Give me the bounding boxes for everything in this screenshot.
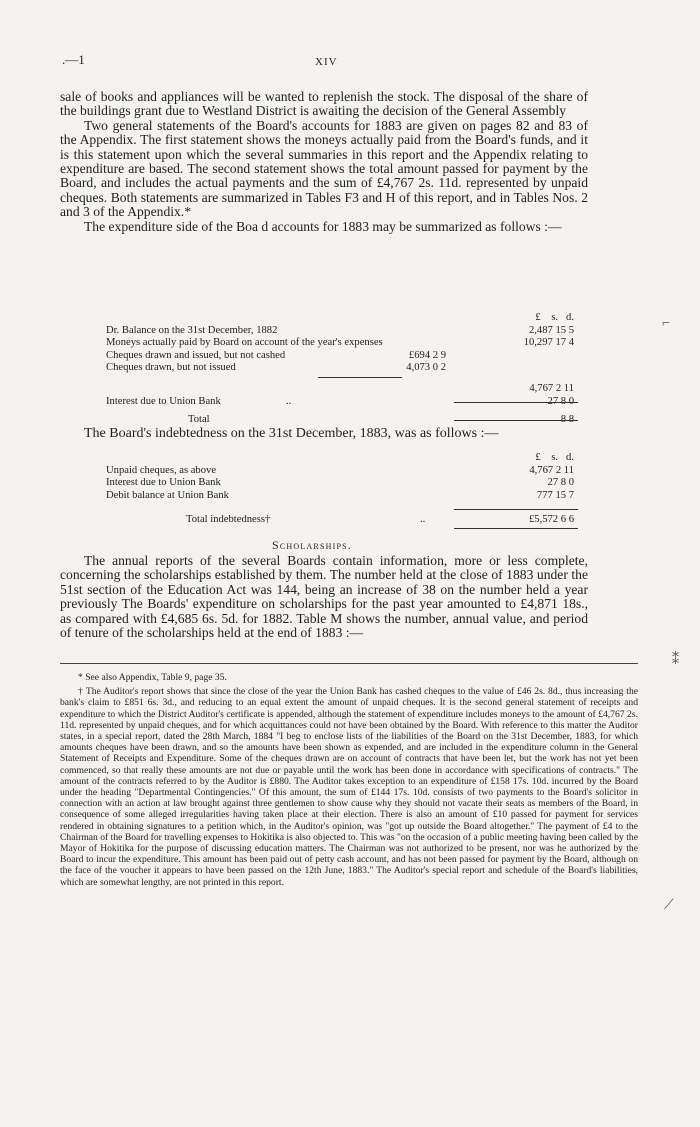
margin-mark: ⟋: [664, 898, 674, 913]
page-marker: .—1: [62, 52, 85, 67]
table-row: 4,767 2 11: [529, 382, 574, 394]
indebtedness-paragraph: The Board's indebtedness on the 31st December, 1883, was as follows :—: [84, 426, 499, 441]
indebt-rule-top: [454, 509, 578, 510]
table-row: Dr. Balance on the 31st December, 1882 2,487 15 5: [106, 324, 574, 336]
margin-mark: ⁑: [672, 653, 679, 668]
margin-mark: ⌐: [662, 316, 670, 331]
footnote-divider: [60, 663, 638, 664]
expenditure-table: [106, 312, 576, 427]
footnote-2: † The Auditor's report shows that since the close of the year the Union Bank has cashed cheques to the value of £46 2s. 8d., thus increasing the bank's claim to £851 6s. 3d., and reducing to an equal extent the amount of unpaid cheques. It is the second general statement of receipts and expenditure to which the District Auditor's certificate is appended, although the statement of expenditure includes moneys to the amount of £4,767 2s. 11d. represented by unpaid cheques, and for which acquittances could not have been obtained by the Board. With reference to this matter the Auditor states, in a special report, dated the 28th March, 1884 "I beg to enclose lists of the liabilities of the Board on the 31st December, 1883, for which amounts cheques have been drawn, and so the amounts have been shown as expended, and are included in the expenditure column in the General Statement of Receipts and Expenditure. Some of the cheques drawn are on account of contracts that have been let, but the work has not yet been commenced, so that really these amounts are not due or payable until the work has been done in accordance with specifications of contracts." The amount of the contracts referred to by the Auditor is £880. The Auditor takes exception to an expenditure of £158 17s. 10d. incurred by the Board under the heading "Departmental Contingencies." Of this amount, the sum of £144 17s. 10d. consists of two payments to the Board's solicitor in connection with an action at law brought against three gentlemen to show cause why they should not vacate their seats as members of the Board, in consequence of some alleged irregularities having taken place at their election. There is also an amount of £10 passed for payment for services rendered in obtaining signatures to a petition which, in the Auditor's opinion, was "got up outside the Board altogether." The payment of £4 to the Chairman of the Board for travelling expenses to Hokitika is also objected to. This was "on the occasion of a public meeting having been called by the Mayor of Hokitika for the purpose of discussing education matters. The Chairman was not authorized to be present, nor was he authorized by the Board to incur the expenditure. This amount has been paid out of petty cash account, and has not been passed for payment by the Board, although on the face of the voucher it appears to have been passed on the 12th June, 1883." The Auditor's special report and schedule of the Board's liabilities, which are somewhat lengthy, are not printed in this report.: [60, 686, 638, 888]
paragraph-3: The expenditure side of the Boa d accounts for 1883 may be summarized as follows :—: [84, 218, 562, 234]
footnote-1: * See also Appendix, Table 9, page 35.: [78, 672, 227, 683]
table-row: Debit balance at Union Bank 777 15 7: [106, 489, 574, 501]
table-total-row: Total indebtedness† .. £5,572 6 6: [186, 514, 574, 526]
indebtedness-table: [106, 452, 576, 527]
scholarships-paragraph: The annual reports of the several Boards contain information, more or less complete, concerning the scholarships established by them. The number held at the close of 1883 under the 51st section of the Education Act was 144, being an increase of 38 on the number held a year previously The Boards' expenditure on scholarships for the past year amounted to £4,871 18s., as compared with £4,685 6s. 5d. for 1882. Table M shows the number, annual value, and period of tenure of the scholarships held at the end of 1883 :—: [60, 553, 588, 641]
table-row: Cheques drawn and issued, but not cashed £694 2 9: [106, 349, 446, 361]
total-rule-top: [454, 402, 578, 403]
body-paragraphs: [60, 90, 588, 234]
table-row: Interest due to Union Bank 27 8 0: [106, 477, 574, 489]
currency-header: £ s. d.: [535, 312, 574, 323]
section-heading: Scholarships.: [272, 538, 352, 552]
table-row: Cheques drawn, but not issued 4,073 0 2: [106, 362, 446, 374]
table-row: Moneys actually paid by Board on account of the year's expenses 10,297 17 4: [106, 337, 574, 349]
subtotal-rule: [318, 377, 402, 378]
table-total-row: Total 8 8: [188, 414, 574, 426]
table-row: Interest due to Union Bank .. 27 8 0: [106, 395, 574, 407]
indebt-rule-bottom: [454, 528, 578, 529]
paragraph-2: Two general statements of the Board's accounts for 1883 are given on pages 82 and 83 of the Appendix. The first statement shows the moneys actually paid from the Board's funds, and it is this statement upon which the several summaries in this report and the Appendix relating to expenditure are based. The second statement shows the total amount passed for payment by the Board, and includes the actual payments and the sum of £4,767 2s. 11d. represented by unpaid cheques. Both statements are summarized in Tables F3 and H of this report, and in Tables Nos. 2 and 3 of the Appendix.*: [60, 117, 588, 220]
page-number: XIV: [315, 56, 338, 68]
currency-header: £ s. d.: [535, 452, 574, 463]
table-row: Unpaid cheques, as above 4,767 2 11: [106, 464, 574, 476]
paragraph-1: sale of books and appliances will be wanted to replenish the stock. The disposal of the share of the buildings grant due to Westland District is awaiting the decision of the General Assembly: [60, 89, 588, 119]
total-rule-bottom: [454, 420, 578, 421]
footnotes: [60, 672, 638, 891]
